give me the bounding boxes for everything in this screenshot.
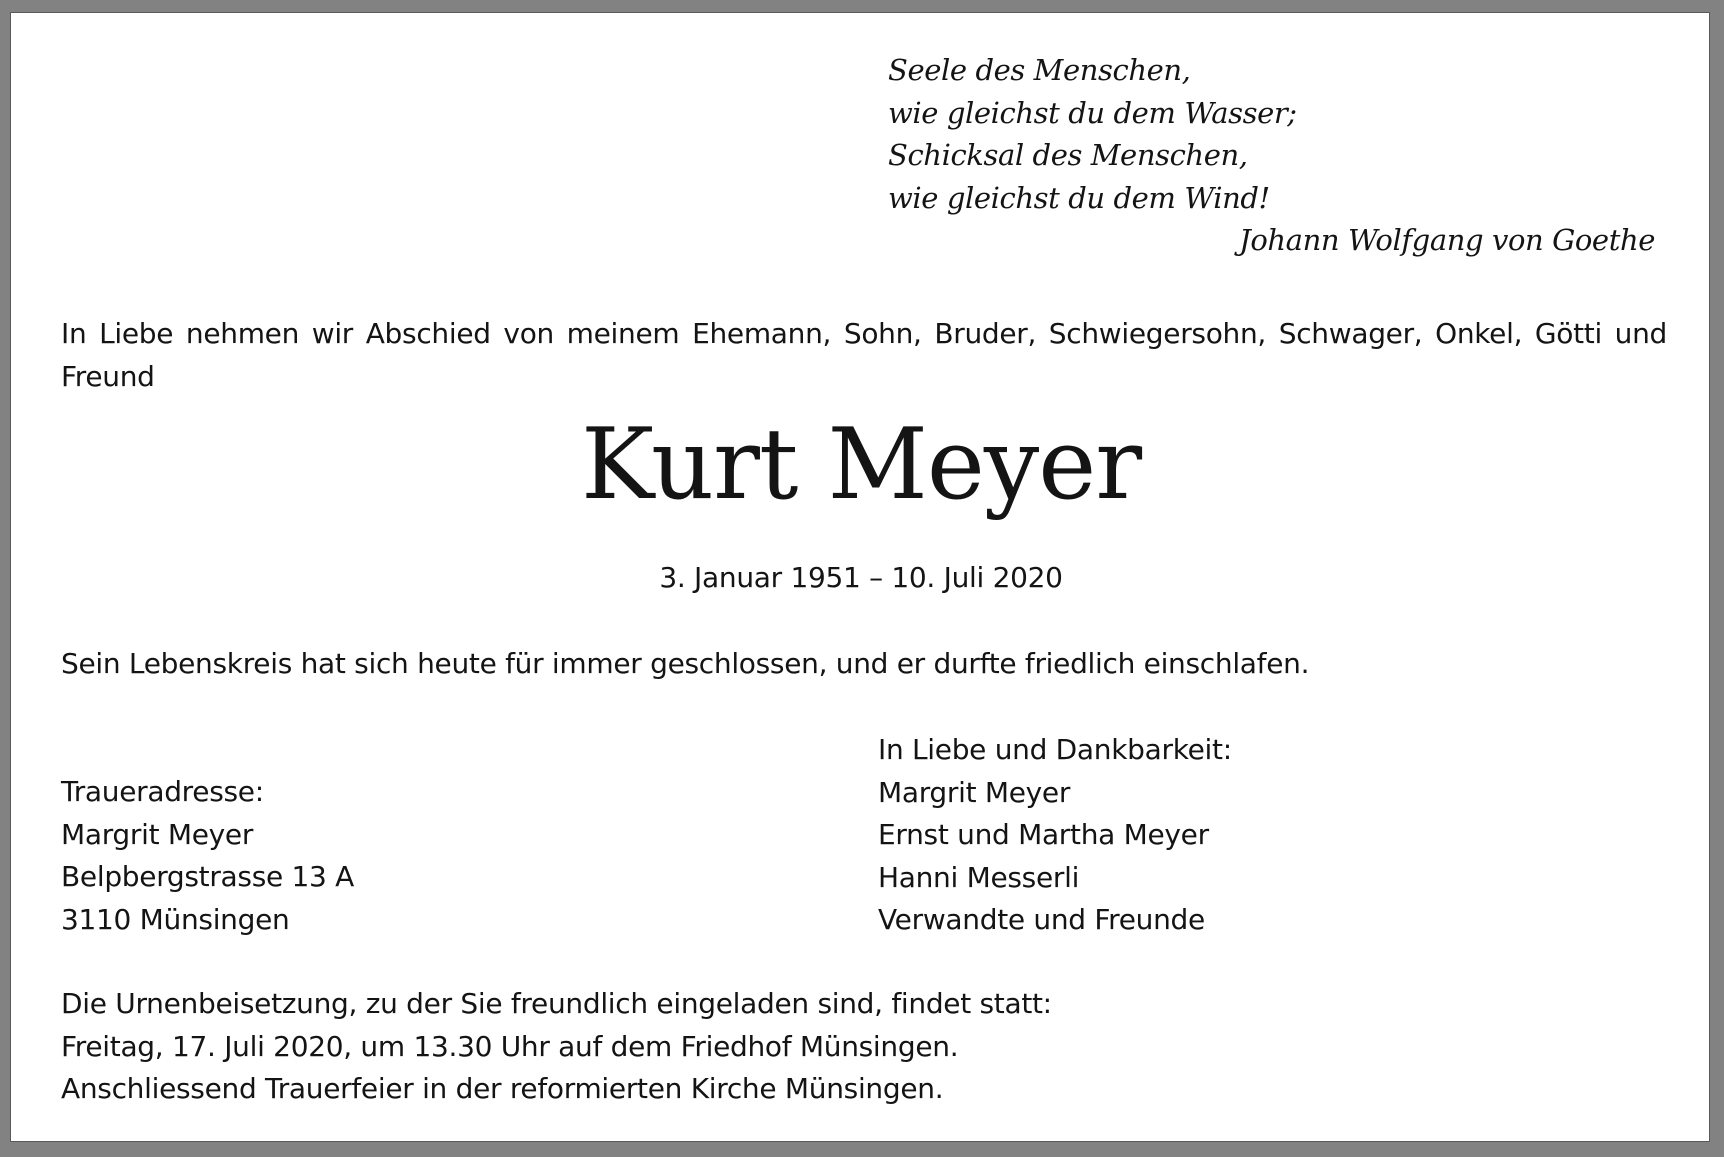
family-heading: In Liebe und Dankbarkeit:	[878, 733, 1232, 766]
deceased-name: Kurt Meyer	[580, 408, 1142, 522]
family-member: Ernst und Martha Meyer	[878, 818, 1209, 851]
ceremony-line: Freitag, 17. Juli 2020, um 13.30 Uhr auf dem Friedhof Münsingen.	[61, 1029, 959, 1063]
family-member: Verwandte und Freunde	[878, 903, 1205, 936]
address-line: 3110 Münsingen	[61, 902, 290, 936]
address-heading: Traueradresse:	[61, 775, 264, 808]
obituary-notice	[10, 12, 1710, 1142]
poem-quote	[888, 49, 1668, 262]
mourning-address	[61, 771, 761, 941]
ceremony-line: Anschliessend Trauerfeier in der reformierten Kirche Münsingen.	[61, 1072, 944, 1105]
poem-line: Seele des Menschen,	[888, 53, 1191, 87]
family-member: Hanni Messerli	[878, 860, 1080, 894]
poem-line: Schicksal des Menschen,	[888, 138, 1248, 172]
address-line: Belpbergstrasse 13 A	[61, 860, 355, 893]
life-dates: 3. Januar 1951 – 10. Juli 2020	[659, 561, 1063, 594]
poem-line: wie gleichst du dem Wind!	[888, 180, 1270, 215]
poem-line: wie gleichst du dem Wasser;	[888, 95, 1297, 130]
family-signature	[878, 729, 1658, 942]
ceremony-line: Die Urnenbeisetzung, zu der Sie freundlich eingeladen sind, findet statt:	[61, 987, 1052, 1020]
family-member: Margrit Meyer	[878, 775, 1071, 809]
statement-text: Sein Lebenskreis hat sich heute für immer geschlossen, und er durfte friedlich einschlafen.	[61, 647, 1310, 680]
intro-text: In Liebe nehmen wir Abschied von meinem Ehemann, Sohn, Bruder, Schwiegersohn, Schwager, Onkel, Götti und Freund	[61, 317, 1667, 393]
ceremony-info	[61, 983, 1667, 1111]
address-line: Margrit Meyer	[61, 817, 254, 851]
poem-author: Johann Wolfgang von Goethe	[1239, 223, 1655, 257]
